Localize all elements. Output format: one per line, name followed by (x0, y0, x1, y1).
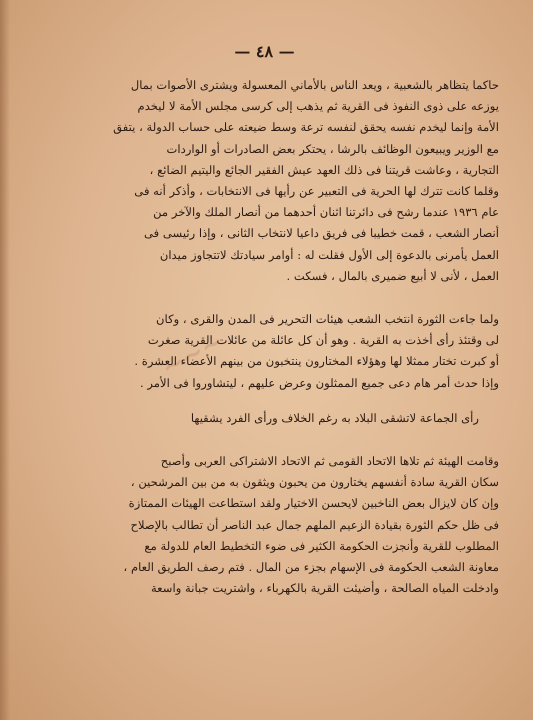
page-edge-shadow (0, 0, 10, 720)
text-line: سكان القرية سادة أنفسهم يختارون من يحبون ويثقون به من بين المرشحين ، (130, 475, 499, 490)
faint-watermark: ~~~ (156, 326, 229, 384)
paragraph-3 (30, 451, 499, 599)
text-line: الأمة وإنما ليخدم نفسه يحقق لنفسه ترعة وسط ضيعته على حساب الدولة ، يتفق (113, 120, 499, 135)
text-line: وقامت الهيئة ثم تلاها الاتحاد القومى ثم الاتحاد الاشتراكى العربى وأصبح (160, 454, 499, 469)
text-line: رأى الجماعة لاتشقى البلاد به رغم الخلاف ورأى الفرد يشقيها (190, 410, 479, 425)
page-number: — ٤٨ — (234, 42, 295, 61)
text-line: المطلوب للقرية وأنجزت الحكومة الكثير فى ضوء التخطيط العام للدولة مع (144, 538, 499, 553)
text-line: معاونة الشعب الحكومة فى الإسهام بجزء من المال . فتم رصف الطريق العام ، (123, 560, 499, 575)
text-line: لى وقتئذ رأى أخذت به القرية . وهو أن كل عائلة من عائلات القرية صغرت (147, 333, 499, 348)
text-line: وإن كان لايزال بعض الناخبين لايحسن الاختيار ولقد استطاعت الهيئات الممتازة (128, 496, 499, 511)
text-line: يوزعه على ذوى النفوذ فى القرية ثم يذهب إلى كرسى مجلس الأمة لا ليخدم (137, 99, 499, 114)
text-line: وإذا حدث أمر هام دعى جميع الممثلون وعرض عليهم ، ليتشاوروا فى الأمر . (140, 375, 499, 390)
paragraph-1 (30, 75, 499, 287)
text-line: العمل ، لأنى لا أبيع ضميرى بالمال ، فسكت . (286, 268, 499, 283)
verse-line (30, 408, 499, 429)
text-line: العمل يأمرنى بالدعوة إلى الأول فقلت له : أوامر سيادتك لاتتجاوز ميدان (159, 247, 499, 262)
text-line: التجارية ، وعاشت قريتنا فى ذلك العهد عيش الفقير الجائع واليتيم الضائع ، (149, 162, 499, 177)
text-line: ولما جاءت الثورة انتخب الشعب هيئات التحرير فى المدن والقرى ، وكان (156, 312, 499, 327)
text-line: عام ١٩٣٦ عندما رشح فى دائرتنا اثنان أحدهما من أنصار الملك والآخر من (153, 205, 499, 220)
text-line: أنصار الشعب ، قمت خطيبا فى فريق داعيا لانتخاب الثانى ، وإذا رئيسى فى (144, 226, 499, 241)
text-line: حاكما يتظاهر بالشعبية ، ويعد الناس بالأماني المعسولة ويشترى الأصوات بمال (130, 78, 499, 92)
text-line: وادخلت المياه الصالحة ، وأضيئت القرية بالكهرباء ، واشتريت جبانة واسعة (150, 581, 499, 596)
text-line: فى ظل حكم الثورة بقيادة الزعيم الملهم جمال عبد الناصر أن تطالب بالإصلاح (130, 517, 499, 532)
text-line: مع الوزير ويبيعون الوظائف بالرشا ، يحتكر بعض الصادرات أو الواردات (166, 141, 499, 156)
paragraph-2 (30, 309, 499, 394)
text-line: أو كبرت تختار ممثلا لها وهؤلاء المختارون ينتخبون من بينهم الأعضاء العشرة . (134, 354, 499, 369)
text-line: وقلما كانت تترك لها الحرية فى التعبير عن رأيها فى الانتخابات ، وأذكر أنه فى (134, 184, 499, 199)
